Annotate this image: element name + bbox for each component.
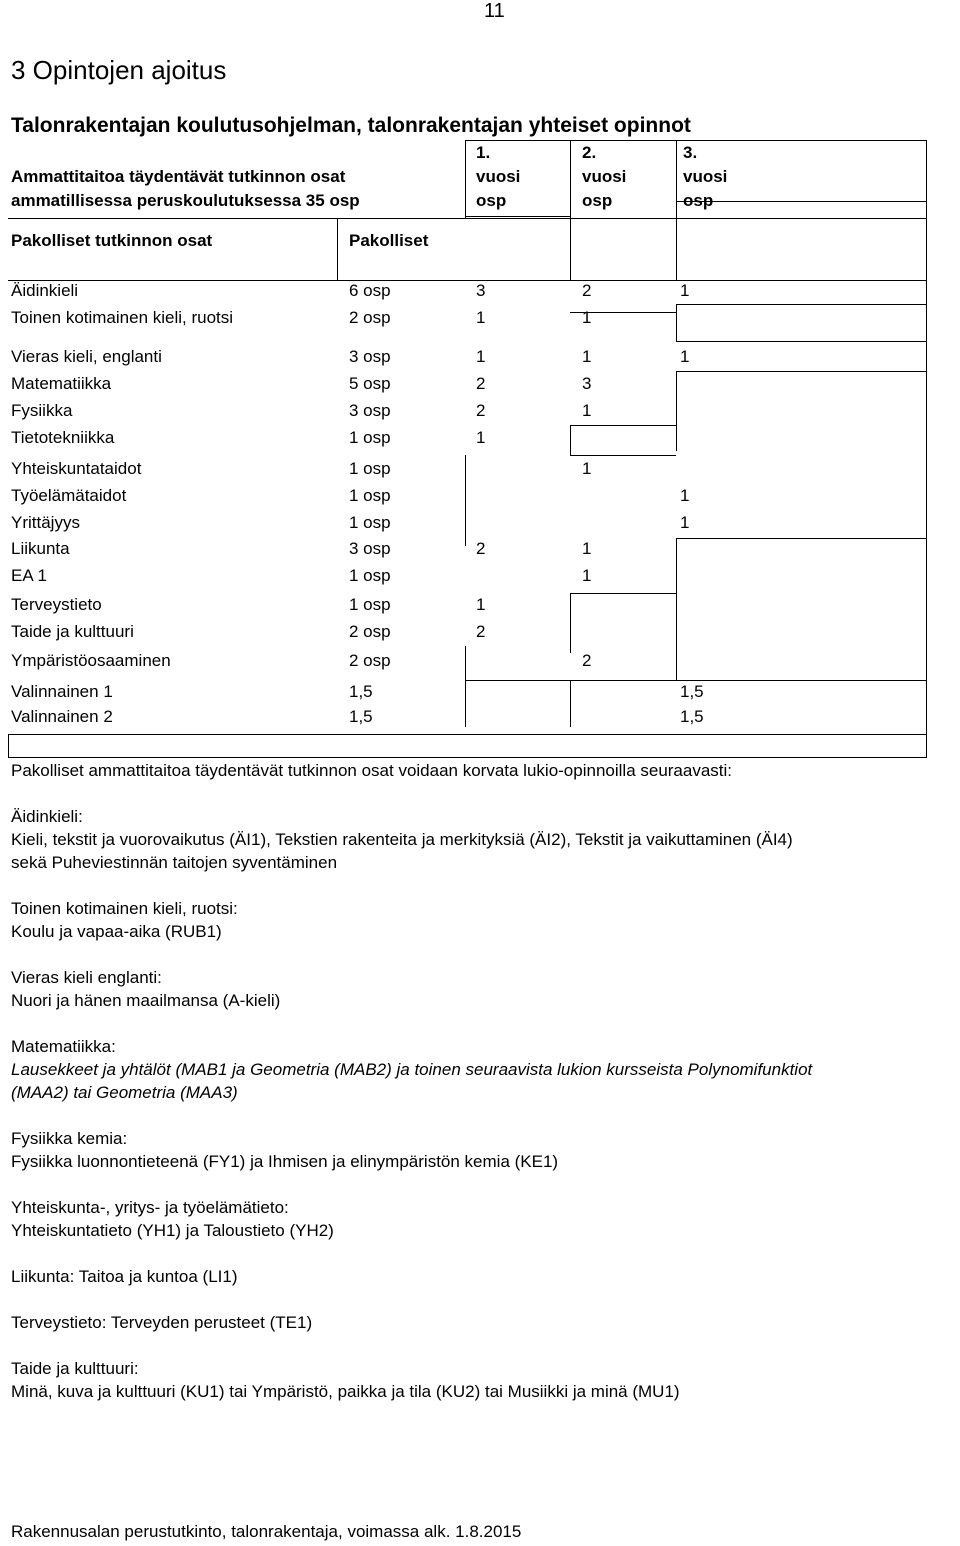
matikka-heading: Matematiikka: [11,1037,116,1056]
row-year1: 1 [476,308,486,327]
subtitle: Talonrakentajan koulutusohjelman, talonrakentajan yhteiset opinnot [11,114,691,137]
row-total: 1,5 [349,682,373,701]
row-label: Työelämätaidot [11,486,127,505]
row-total: 1 osp [349,486,391,505]
row-label: Matematiikka [11,374,112,393]
row-total: 1 osp [349,459,391,478]
row-total: 2 osp [349,651,391,670]
row-year2: 1 [582,401,592,420]
row-year1: 2 [476,401,486,420]
row-year3: 1 [680,486,690,505]
row-total: 2 osp [349,308,391,327]
yhteiskunta-heading: Yhteiskunta-, yritys- ja työelämätieto: [11,1198,289,1217]
row-total: 3 osp [349,401,391,420]
aidinkieli-text-1: Kieli, tekstit ja vuorovaikutus (ÄI1), Tekstien rakenteita ja merkityksiä (ÄI2), Tekstit ja vaikuttaminen (ÄI4) [11,830,793,849]
footer: Rakennusalan perustutkinto, talonrakentaja, voimassa alk. 1.8.2015 [11,1522,522,1541]
row-year1: 2 [476,622,486,641]
row-total: 3 osp [349,347,391,366]
header-year3-label: vuosi [683,167,728,186]
row-year3: 1 [680,513,690,532]
row-label: Vieras kieli, englanti [11,347,162,366]
row-total: 5 osp [349,374,391,393]
row-year1: 1 [476,428,486,447]
row-label: Ympäristöosaaminen [11,651,171,670]
row-year1: 1 [476,347,486,366]
header-year1-unit: osp [476,191,507,210]
englanti-heading: Vieras kieli englanti: [11,968,162,987]
intro-text: Pakolliset ammattitaitoa täydentävät tutkinnon osat voidaan korvata lukio-opinnoilla seuraavasti: [11,761,733,780]
row-label: Fysiikka [11,401,73,420]
row-year3: 1 [680,281,690,300]
header-year3-num: 3. [683,143,698,162]
row-year3: 1,5 [680,682,704,701]
fysiikka-heading: Fysiikka kemia: [11,1129,128,1148]
taide-heading: Taide ja kulttuuri: [11,1359,139,1378]
row-label: Valinnainen 2 [11,707,113,726]
row-year2: 1 [582,347,592,366]
row-year2: 2 [582,651,592,670]
row-total: 1 osp [349,566,391,585]
row-year2: 1 [582,308,592,327]
header-year2-num: 2. [582,143,597,162]
row-label: Äidinkieli [11,281,79,300]
aidinkieli-heading: Äidinkieli: [11,807,83,826]
row-total: 1,5 [349,707,373,726]
matikka-text-2: (MAA2) tai Geometria (MAA3) [11,1083,238,1102]
row-label: Toinen kotimainen kieli, ruotsi [11,308,234,327]
header-col1-line1: Ammattitaitoa täydentävät tutkinnon osat [11,167,346,186]
row-year2: 2 [582,281,592,300]
row-year1: 3 [476,281,486,300]
page-number: 11 [484,0,505,22]
row-year2: 1 [582,459,592,478]
header-year2-unit: osp [582,191,613,210]
row-year2: 1 [582,539,592,558]
ruotsi-heading: Toinen kotimainen kieli, ruotsi: [11,899,238,918]
row-total: 6 osp [349,281,391,300]
row-label: Yhteiskuntataidot [11,459,142,478]
row-total: 2 osp [349,622,391,641]
row-total: 3 osp [349,539,391,558]
taide-text: Minä, kuva ja kulttuuri (KU1) tai Ympäristö, paikka ja tila (KU2) tai Musiikki ja minä (MU1) [11,1382,680,1401]
header-col1-line2: ammatillisessa peruskoulutuksessa 35 osp [11,191,360,210]
row-total: 1 osp [349,595,391,614]
aidinkieli-text-2: sekä Puheviestinnän taitojen syventäminen [11,853,338,872]
fysiikka-text: Fysiikka luonnontieteenä (FY1) ja Ihmisen ja elinympäristön kemia (KE1) [11,1152,559,1171]
terveystieto-text: Terveystieto: Terveyden perusteet (TE1) [11,1313,313,1332]
ruotsi-text: Koulu ja vapaa-aika (RUB1) [11,922,222,941]
yhteiskunta-text: Yhteiskuntatieto (YH1) ja Taloustieto (YH2) [11,1221,334,1240]
row-year1: 1 [476,595,486,614]
liikunta-text: Liikunta: Taitoa ja kuntoa (LI1) [11,1267,238,1286]
header-year1-num: 1. [476,143,491,162]
row-label: Taide ja kulttuuri [11,622,134,641]
row-year1: 2 [476,539,486,558]
row-label: EA 1 [11,566,47,585]
row-year1: 2 [476,374,486,393]
row-total: 1 osp [349,428,391,447]
matikka-text-1: Lausekkeet ja yhtälöt (MAB1 ja Geometria (MAB2) ja toinen seuraavista lukion kursseista Polynomifunktiot [11,1060,813,1079]
group-label: Pakolliset tutkinnon osat [11,231,213,250]
row-year3: 1 [680,347,690,366]
row-label: Tietotekniikka [11,428,115,447]
section-title: 3 Opintojen ajoitus [11,55,227,85]
header-year2-label: vuosi [582,167,627,186]
header-year1-label: vuosi [476,167,521,186]
row-label: Yrittäjyys [11,513,80,532]
row-label: Liikunta [11,539,70,558]
group-total-label: Pakolliset [349,231,429,250]
row-year2: 1 [582,566,592,585]
row-year3: 1,5 [680,707,704,726]
englanti-text: Nuori ja hänen maailmansa (A-kieli) [11,991,281,1010]
row-total: 1 osp [349,513,391,532]
row-label: Terveystieto [11,595,102,614]
header-year3-unit: osp [683,191,714,210]
row-year2: 3 [582,374,592,393]
row-label: Valinnainen 1 [11,682,113,701]
